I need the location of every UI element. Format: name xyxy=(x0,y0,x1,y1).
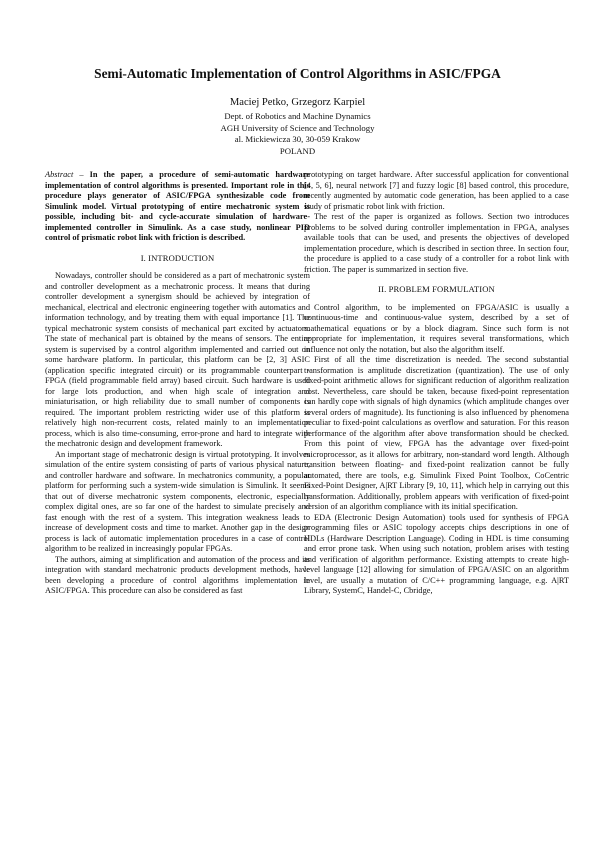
paragraph: An important stage of mechatronic design is virtual prototyping. It involves simulation of the entire system consisting of parts of various physical nature, and controller hardware and software. In mechatronics community, a popular platform for performing such a system-wide simulation is Simulink. It seems that out of diverse mechatronic system components, electronic, especially complex digital ones, are so far one of the hardest to simulate precisely and fast enough with the rest of a system. This integration weakness leads to increase of development costs and time to market. Another gap in the design process is lack of automatic implementation procedures in a case of control algorithm to be realized in increasingly popular FPGAs. xyxy=(45,449,310,553)
paragraph: The rest of the paper is organized as follows. Section two introduces problems to be solved during controller implementation in FPGA, analyses available tools that can be used, and presents the objectives of developed implementation procedure, which is described in section three. In section four, the procedure is applied to a case study of a controller for a robot link with friction. The paper is summarized in section five. xyxy=(304,212,569,274)
section-heading-introduction: I. INTRODUCTION xyxy=(140,252,215,263)
abstract xyxy=(45,170,310,244)
paragraph: Nowadays, controller should be considered as a part of mechatronic system and controller development as a mechatronic process. It means that during controller development a synergism should be achieved by integration of mechanical, electrical and electronic engineering together with automatics and information technology, and by treating them with equal importance [1]. The typical mechatronic system consists of mechanical part excited by actuators. The state of mechanical part is obtained by the means of sensors. The entire system is supervised by a control algorithm implemented and carried out on some hardware platform. In particular, this platform can be [2, 3] ASIC (application specific integrated circuit) or its programmable counterpart - FPGA (field programmable field array) based circuit. Such hardware is used for large lots production, and when high scale of integration and miniaturisation, or high reliability due to small number of components is required. The important problem restricting wider use of this platform is relatively high non-recurrent costs, related mainly to an implementation process, which is also time-consuming, error-prone and hard to integrate with the mechatronic design and development framework. xyxy=(45,271,310,448)
affiliation-line: al. Mickiewicza 30, 30-059 Krakow xyxy=(234,134,361,145)
affiliation-line: Dept. of Robotics and Machine Dynamics xyxy=(224,111,371,121)
affiliation xyxy=(40,111,555,158)
affiliation-line: POLAND xyxy=(279,146,316,157)
paragraph: The authors, aiming at simplification and automation of the process and its integration with standard mechatronic products development methods, have been developing a procedure of control algorithms implementation in ASIC/FPGA. This procedure can also be considered as fast xyxy=(45,554,310,595)
paragraph: prototyping on target hardware. After successful application for conventional [4, 5, 6], neural network [7] and fuzzy logic [8] based control, this procedure, recently augmented by automatic code generation, has been applied to a case study of prismatic robot link with friction. xyxy=(304,170,569,211)
paragraph: First of all the time discretization is needed. The second substantial transformation is amplitude discretization (quantization). The use of only fixed-point arithmetic allows for significant reduction of algorithm realization cost. Nevertheless, care should be taken, because fixed-point representation can hardly cope with signals of high dynamics (which amplitude changes over several orders of magnitude). Its functioning is also influenced by phenomena peculiar to fixed-point calculations as overflow and saturation. For this reason performance of the algorithm after above transformation should be checked. From this point of view, FPGA has the advantage over fixed-point microprocessor, as it allows for arbitrary, non-standard word length. Although transition between floating- and fixed-point realization cannot be fully automated, there are tools, e.g. Simulink Fixed Point Toolbox, CoCentric Fixed-Point Designer, A|RT Library [9, 10, 11], which help in carrying out this transformation. Additionally, problem appears with verification of fixed-point version of an algorithm compliance with its initial specification. xyxy=(304,355,569,511)
paper-title: Semi-Automatic Implementation of Control Algorithms in ASIC/FPGA xyxy=(94,66,501,81)
abstract-label: Abstract – xyxy=(45,170,84,179)
affiliation-line: AGH University of Science and Technology xyxy=(220,122,375,133)
right-column xyxy=(304,170,569,597)
paragraph: EDA (Electronic Design Automation) tools used for synthesis of FPGA programming files or ASIC topology accepts chips descriptions in one of HDLs (Hardware Description Language). Coding in HDL is time consuming and error prone task. When using such notation, problem arises with testing and verification of algorithm performance. Existing attempts to create high-level language [12] allowing for simulation of FPGA/ASIC on an algorithm level, are usually a mutation of C/C++ programming language, e.g. A|RT Library, SystemC, Handel-C, Cbridge, xyxy=(304,512,569,595)
abstract-text: In the paper, a procedure of semi-automatic hardware implementation of control algorithms is presented. Important role in this procedure plays generator of ASIC/FPGA synthesizable code from Simulink model. Virtual prototyping of entire mechatronic system is possible, including bit- and cycle-accurate simulation of hardware-implemented controller in Simulink. As a case study, nonlinear PID control of prismatic robot link with friction is described. xyxy=(45,170,310,242)
left-column xyxy=(45,170,310,597)
section-heading-problem-formulation: II. PROBLEM FORMULATION xyxy=(378,284,495,294)
authors: Maciej Petko, Grzegorz Karpiel xyxy=(229,97,366,108)
paragraph: Control algorithm, to be implemented on FPGA/ASIC is usually a continuous-time and continuous-value system, described by a set of mathematical equations or by a block diagram. Since such form is not appropriate for implementation, it requires several transformations, which influence not only the notation, but also the algorithm itself. xyxy=(304,302,569,354)
